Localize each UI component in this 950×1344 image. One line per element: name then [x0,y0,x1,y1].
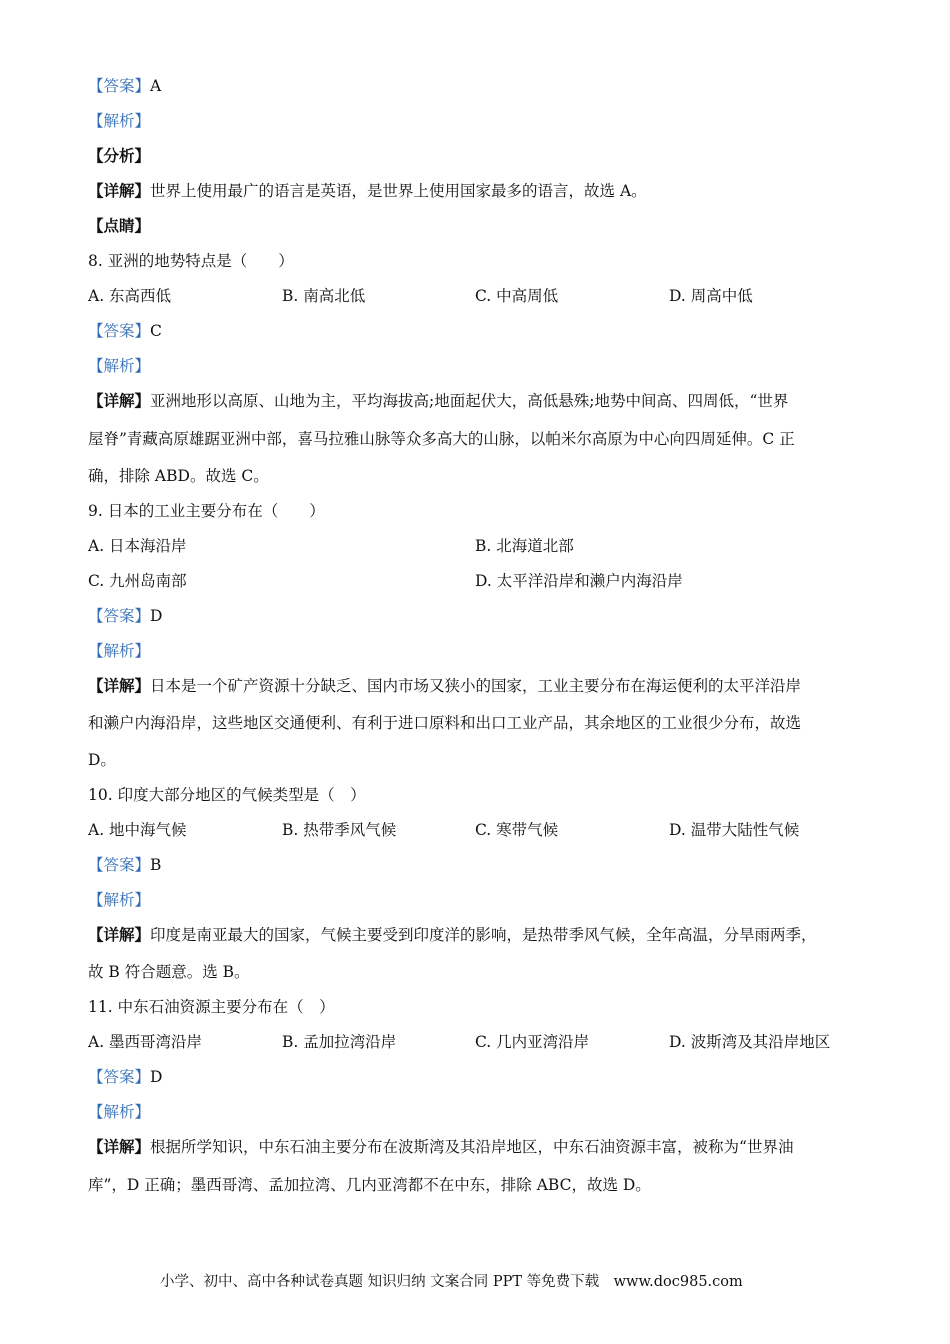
q10-option-b: B. 热带季风气候 [282,821,397,839]
q11-option-a: A. 墨西哥湾沿岸 [88,1033,203,1051]
q10-answer [88,855,161,875]
q9-detail-line-3: D。 [88,751,116,769]
detail-tag: 【详解】 [88,1137,151,1156]
detail-tag: 【详解】 [88,925,151,944]
q9-option-c: C. 九州岛南部 [88,572,187,590]
q8-option-a: A. 东高西低 [88,287,172,305]
q9-option-b: B. 北海道北部 [475,537,574,555]
q8-detail-line-2: 屋脊”青藏高原雄踞亚洲中部，喜马拉雅山脉等众多高大的山脉，以帕米尔高原为中心向四周延伸。C 正 [88,430,795,448]
detail-text: 亚洲地形以高原、山地为主，平均海拔高;地面起伏大，高低悬殊;地势中间高、四周低，“世界 [150,392,789,410]
q11-option-b: B. 孟加拉湾沿岸 [282,1033,397,1051]
footer-text: 小学、初中、高中各种试卷真题 知识归纳 文案合同 PPT 等免费下载 [160,1274,600,1290]
detail-tag: 【详解】 [88,676,151,695]
answer-value: B [150,856,162,874]
q8-stem: 8. 亚洲的地势特点是（ ） [88,252,294,270]
q8-detail-line-3: 确，排除 ABD。故选 C。 [88,467,269,485]
q11-detail-line-2: 库”，D 正确；墨西哥湾、孟加拉湾、几内亚湾都不在中东，排除 ABC，故选 D。 [88,1176,651,1194]
answer-tag: 【答案】 [88,856,151,874]
answer-tag: 【答案】 [88,607,151,625]
detail-tag: 【详解】 [88,181,151,200]
q8-detail-line-1 [88,391,788,411]
q8-answer [88,321,162,341]
q7-fenxi-tag: 【分析】 [88,146,151,165]
q11-answer [88,1067,162,1087]
q9-option-d: D. 太平洋沿岸和濑户内海沿岸 [475,572,683,590]
q10-option-a: A. 地中海气候 [88,821,187,839]
answer-value: C [150,322,162,340]
detail-text: 印度是南亚最大的国家，气候主要受到印度洋的影响，是热带季风气候，全年高温，分旱雨两季， [150,926,817,944]
answer-value: D [150,1068,163,1086]
page-footer [160,1270,860,1291]
q7-comment-tag: 【点睛】 [88,216,151,235]
detail-tag: 【详解】 [88,391,151,410]
detail-text: 日本是一个矿产资源十分缺乏、国内市场又狭小的国家，工业主要分布在海运便利的太平洋沿岸 [150,677,802,695]
q9-answer [88,606,162,626]
detail-text: 根据所学知识，中东石油主要分布在波斯湾及其沿岸地区，中东石油资源丰富，被称为“世界油 [150,1138,794,1156]
q10-option-c: C. 寒带气候 [475,821,559,839]
q9-analysis-tag: 【解析】 [88,642,151,660]
q11-option-c: C. 几内亚湾沿岸 [475,1033,590,1051]
q8-option-b: B. 南高北低 [282,287,366,305]
q8-option-c: C. 中高周低 [475,287,559,305]
answer-tag: 【答案】 [88,1068,151,1086]
q9-option-a: A. 日本海沿岸 [88,537,187,555]
q11-stem: 11. 中东石油资源主要分布在（ ） [88,998,335,1016]
q9-detail-line-2: 和濑户内海沿岸，这些地区交通便利、有利于进口原料和出口工业产品，其余地区的工业很少分布，故选 [88,714,802,732]
answer-tag: 【答案】 [88,77,151,95]
q9-detail-line-1 [88,676,801,696]
q10-detail-line-2: 故 B 符合题意。选 B。 [88,963,250,981]
q10-analysis-tag: 【解析】 [88,891,151,909]
q9-stem: 9. 日本的工业主要分布在（ ） [88,502,325,520]
q11-option-d: D. 波斯湾及其沿岸地区 [669,1033,831,1051]
q8-analysis-tag: 【解析】 [88,357,151,375]
answer-tag: 【答案】 [88,322,151,340]
q7-analysis-tag: 【解析】 [88,112,151,130]
q11-analysis-tag: 【解析】 [88,1103,151,1121]
detail-text: 世界上使用最广的语言是英语，是世界上使用国家最多的语言，故选 A。 [150,182,647,200]
answer-value: A [150,77,162,95]
answer-value: D [150,607,163,625]
q8-option-d: D. 周高中低 [669,287,753,305]
footer-url[interactable]: www.doc985.com [613,1274,743,1290]
q7-detail [88,181,647,201]
q10-stem: 10. 印度大部分地区的气候类型是（ ） [88,786,366,804]
q7-answer [88,76,161,96]
q11-detail-line-1 [88,1137,793,1157]
q10-detail-line-1 [88,925,817,945]
q10-option-d: D. 温带大陆性气候 [669,821,800,839]
